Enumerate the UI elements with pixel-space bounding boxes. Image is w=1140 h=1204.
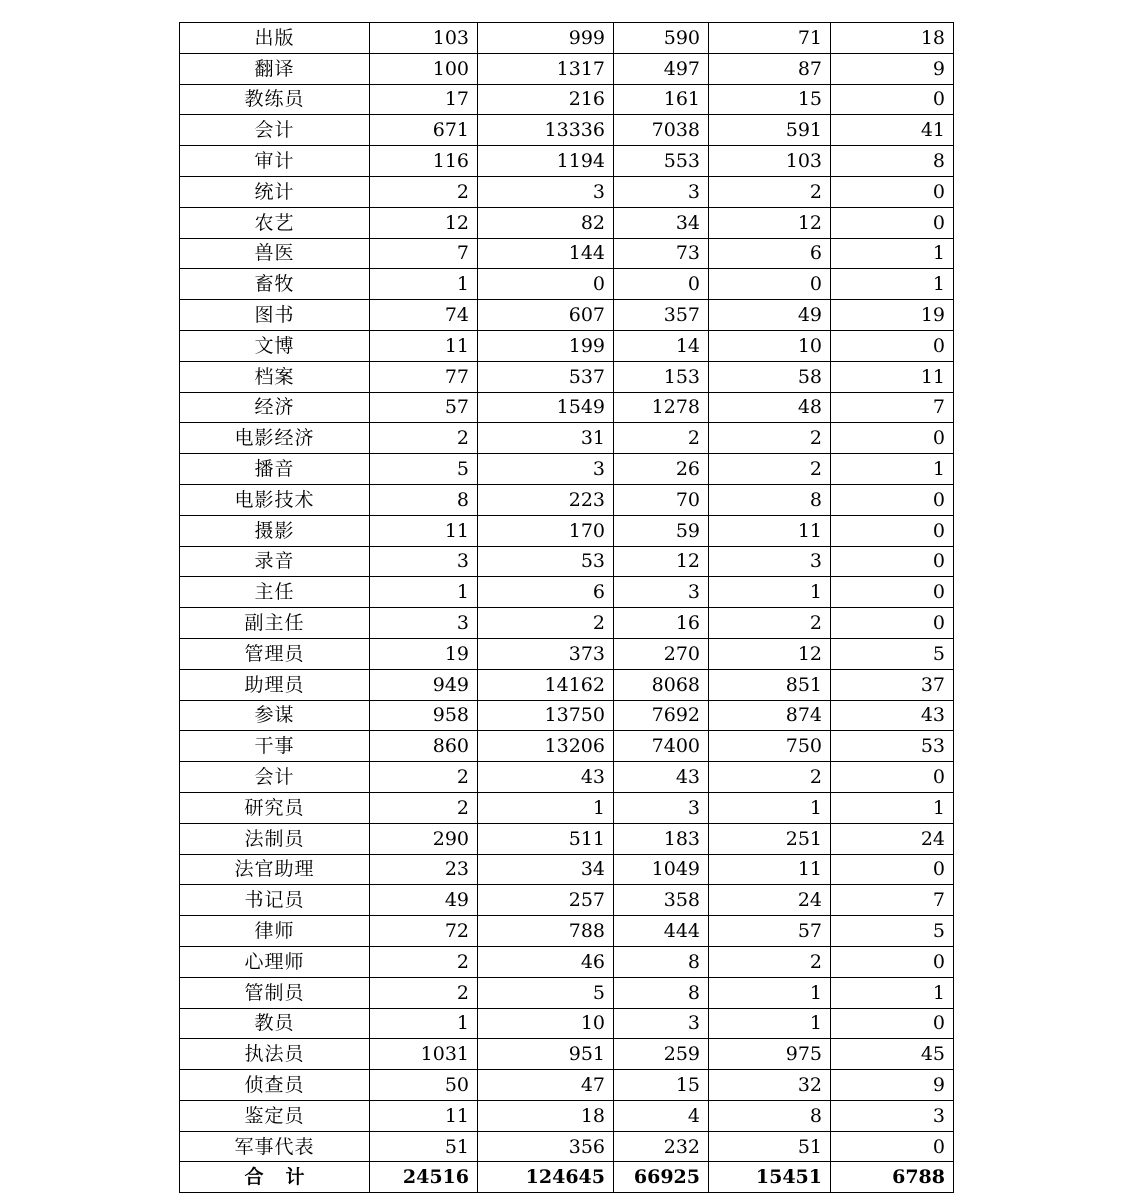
value-col-4: 57	[709, 916, 831, 947]
row-name: 心理师	[180, 946, 370, 977]
value-col-4: 87	[709, 53, 831, 84]
value-col-2: 0	[478, 269, 614, 300]
row-name: 翻译	[180, 53, 370, 84]
value-col-5: 41	[831, 115, 954, 146]
value-col-2: 6	[478, 577, 614, 608]
table-row	[180, 885, 954, 916]
table-row	[180, 1039, 954, 1070]
value-col-5: 5	[831, 916, 954, 947]
row-name: 文博	[180, 330, 370, 361]
value-col-1: 671	[370, 115, 478, 146]
value-col-1: 2	[370, 946, 478, 977]
table-row	[180, 146, 954, 177]
row-name: 农艺	[180, 207, 370, 238]
value-col-2: 2	[478, 608, 614, 639]
value-col-5: 7	[831, 885, 954, 916]
table-row	[180, 330, 954, 361]
row-name: 统计	[180, 176, 370, 207]
value-col-4: 1	[709, 577, 831, 608]
row-name: 军事代表	[180, 1131, 370, 1162]
value-col-1: 8	[370, 484, 478, 515]
table-row	[180, 823, 954, 854]
table-row	[180, 731, 954, 762]
row-name: 干事	[180, 731, 370, 762]
value-col-5: 24	[831, 823, 954, 854]
table-row	[180, 762, 954, 793]
value-col-2: 223	[478, 484, 614, 515]
value-col-4: 1	[709, 977, 831, 1008]
value-col-5: 1	[831, 977, 954, 1008]
value-col-3: 7692	[614, 700, 709, 731]
value-col-4: 10	[709, 330, 831, 361]
value-col-2: 3	[478, 176, 614, 207]
value-col-3: 444	[614, 916, 709, 947]
value-col-4: 49	[709, 300, 831, 331]
value-col-5: 53	[831, 731, 954, 762]
value-col-1: 11	[370, 1100, 478, 1131]
value-col-3: 357	[614, 300, 709, 331]
value-col-1: 23	[370, 854, 478, 885]
value-col-2: 356	[478, 1131, 614, 1162]
value-col-2: 216	[478, 84, 614, 115]
value-col-4: 11	[709, 854, 831, 885]
table-row	[180, 238, 954, 269]
row-name: 经济	[180, 392, 370, 423]
value-col-5: 0	[831, 484, 954, 515]
statistics-table	[179, 22, 954, 1193]
table-row	[180, 207, 954, 238]
value-col-3: 70	[614, 484, 709, 515]
row-name: 书记员	[180, 885, 370, 916]
row-name: 播音	[180, 454, 370, 485]
value-col-5: 45	[831, 1039, 954, 1070]
row-name: 审计	[180, 146, 370, 177]
row-name: 畜牧	[180, 269, 370, 300]
row-name: 律师	[180, 916, 370, 947]
value-col-1: 51	[370, 1131, 478, 1162]
value-col-2: 1317	[478, 53, 614, 84]
value-col-5: 0	[831, 762, 954, 793]
row-name: 执法员	[180, 1039, 370, 1070]
row-name: 主任	[180, 577, 370, 608]
value-col-1: 3	[370, 546, 478, 577]
value-col-3: 73	[614, 238, 709, 269]
value-col-5: 37	[831, 669, 954, 700]
table-row	[180, 608, 954, 639]
value-col-3: 1278	[614, 392, 709, 423]
value-col-2: 1549	[478, 392, 614, 423]
value-col-2: 14162	[478, 669, 614, 700]
row-name: 电影技术	[180, 484, 370, 515]
table-row	[180, 916, 954, 947]
value-col-2: 31	[478, 423, 614, 454]
value-col-1: 7	[370, 238, 478, 269]
row-name: 参谋	[180, 700, 370, 731]
value-col-3: 161	[614, 84, 709, 115]
value-col-4: 3	[709, 546, 831, 577]
row-name: 教练员	[180, 84, 370, 115]
value-col-1: 1	[370, 577, 478, 608]
value-col-3: 15	[614, 1070, 709, 1101]
table-body	[180, 23, 954, 1193]
row-name: 兽医	[180, 238, 370, 269]
row-name: 录音	[180, 546, 370, 577]
table-row	[180, 454, 954, 485]
value-col-4: 8	[709, 1100, 831, 1131]
value-col-2: 47	[478, 1070, 614, 1101]
row-name: 副主任	[180, 608, 370, 639]
value-col-5: 19	[831, 300, 954, 331]
value-col-4: 0	[709, 269, 831, 300]
row-name: 管理员	[180, 638, 370, 669]
value-col-2: 537	[478, 361, 614, 392]
value-col-2: 999	[478, 23, 614, 54]
value-col-1: 290	[370, 823, 478, 854]
value-col-3: 59	[614, 515, 709, 546]
table-row	[180, 269, 954, 300]
value-col-5: 0	[831, 946, 954, 977]
value-col-2: 511	[478, 823, 614, 854]
value-col-1: 116	[370, 146, 478, 177]
row-name: 图书	[180, 300, 370, 331]
value-col-3: 270	[614, 638, 709, 669]
table-row	[180, 946, 954, 977]
value-col-4: 1	[709, 1008, 831, 1039]
value-col-4: 58	[709, 361, 831, 392]
value-col-1: 2	[370, 423, 478, 454]
value-col-5: 3	[831, 1100, 954, 1131]
value-col-3: 43	[614, 762, 709, 793]
value-col-2: 53	[478, 546, 614, 577]
value-col-3: 153	[614, 361, 709, 392]
value-col-4: 24	[709, 885, 831, 916]
value-col-5: 0	[831, 854, 954, 885]
value-col-3: 0	[614, 269, 709, 300]
row-name: 法制员	[180, 823, 370, 854]
value-col-1: 11	[370, 330, 478, 361]
value-col-3: 497	[614, 53, 709, 84]
value-col-1: 11	[370, 515, 478, 546]
value-col-4: 11	[709, 515, 831, 546]
table-row	[180, 854, 954, 885]
value-col-5: 8	[831, 146, 954, 177]
value-col-1: 17	[370, 84, 478, 115]
value-col-3: 14	[614, 330, 709, 361]
value-col-3: 2	[614, 423, 709, 454]
value-col-1: 958	[370, 700, 478, 731]
table-row	[180, 84, 954, 115]
value-col-2: 43	[478, 762, 614, 793]
value-col-2: 46	[478, 946, 614, 977]
row-name: 管制员	[180, 977, 370, 1008]
value-col-2: 82	[478, 207, 614, 238]
table-row	[180, 23, 954, 54]
value-col-5: 1	[831, 792, 954, 823]
total-value-col-2: 124645	[478, 1162, 614, 1193]
table-row	[180, 1131, 954, 1162]
row-name: 档案	[180, 361, 370, 392]
value-col-3: 26	[614, 454, 709, 485]
value-col-1: 12	[370, 207, 478, 238]
value-col-1: 1	[370, 1008, 478, 1039]
value-col-2: 13750	[478, 700, 614, 731]
value-col-2: 199	[478, 330, 614, 361]
value-col-5: 18	[831, 23, 954, 54]
value-col-5: 11	[831, 361, 954, 392]
value-col-1: 2	[370, 762, 478, 793]
value-col-1: 49	[370, 885, 478, 916]
value-col-4: 2	[709, 454, 831, 485]
value-col-3: 16	[614, 608, 709, 639]
value-col-2: 18	[478, 1100, 614, 1131]
value-col-1: 2	[370, 792, 478, 823]
value-col-5: 9	[831, 1070, 954, 1101]
total-row	[180, 1162, 954, 1193]
value-col-4: 51	[709, 1131, 831, 1162]
value-col-1: 860	[370, 731, 478, 762]
value-col-4: 975	[709, 1039, 831, 1070]
value-col-3: 8	[614, 977, 709, 1008]
value-col-4: 12	[709, 207, 831, 238]
value-col-4: 591	[709, 115, 831, 146]
table-row	[180, 1070, 954, 1101]
value-col-5: 0	[831, 84, 954, 115]
value-col-1: 1	[370, 269, 478, 300]
row-name: 摄影	[180, 515, 370, 546]
value-col-4: 251	[709, 823, 831, 854]
value-col-2: 951	[478, 1039, 614, 1070]
value-col-5: 0	[831, 515, 954, 546]
row-name: 会计	[180, 762, 370, 793]
table-row	[180, 577, 954, 608]
value-col-2: 34	[478, 854, 614, 885]
value-col-5: 0	[831, 423, 954, 454]
value-col-4: 103	[709, 146, 831, 177]
value-col-4: 48	[709, 392, 831, 423]
value-col-3: 3	[614, 792, 709, 823]
value-col-1: 2	[370, 176, 478, 207]
value-col-1: 72	[370, 916, 478, 947]
total-value-col-1: 24516	[370, 1162, 478, 1193]
table-row	[180, 700, 954, 731]
value-col-2: 257	[478, 885, 614, 916]
row-name: 出版	[180, 23, 370, 54]
table-row	[180, 977, 954, 1008]
value-col-1: 3	[370, 608, 478, 639]
table-row	[180, 638, 954, 669]
table-row	[180, 484, 954, 515]
table-row	[180, 792, 954, 823]
value-col-3: 183	[614, 823, 709, 854]
value-col-1: 949	[370, 669, 478, 700]
value-col-3: 3	[614, 577, 709, 608]
value-col-5: 1	[831, 269, 954, 300]
table-row	[180, 115, 954, 146]
value-col-3: 259	[614, 1039, 709, 1070]
value-col-4: 851	[709, 669, 831, 700]
value-col-4: 2	[709, 946, 831, 977]
value-col-1: 50	[370, 1070, 478, 1101]
value-col-5: 0	[831, 608, 954, 639]
row-name: 助理员	[180, 669, 370, 700]
total-value-col-5: 6788	[831, 1162, 954, 1193]
value-col-3: 7400	[614, 731, 709, 762]
value-col-1: 103	[370, 23, 478, 54]
total-label: 合计	[180, 1162, 370, 1193]
table-row	[180, 1008, 954, 1039]
value-col-5: 0	[831, 1131, 954, 1162]
table-row	[180, 176, 954, 207]
value-col-1: 19	[370, 638, 478, 669]
table-row	[180, 515, 954, 546]
value-col-2: 10	[478, 1008, 614, 1039]
value-col-2: 788	[478, 916, 614, 947]
value-col-5: 0	[831, 1008, 954, 1039]
table-row	[180, 546, 954, 577]
value-col-3: 8	[614, 946, 709, 977]
value-col-4: 15	[709, 84, 831, 115]
value-col-5: 1	[831, 238, 954, 269]
value-col-3: 7038	[614, 115, 709, 146]
value-col-2: 1	[478, 792, 614, 823]
value-col-3: 358	[614, 885, 709, 916]
value-col-4: 71	[709, 23, 831, 54]
value-col-1: 5	[370, 454, 478, 485]
table-row	[180, 300, 954, 331]
value-col-4: 2	[709, 176, 831, 207]
value-col-3: 3	[614, 1008, 709, 1039]
row-name: 法官助理	[180, 854, 370, 885]
row-name: 会计	[180, 115, 370, 146]
row-name: 侦查员	[180, 1070, 370, 1101]
value-col-4: 8	[709, 484, 831, 515]
value-col-5: 0	[831, 176, 954, 207]
table-row	[180, 423, 954, 454]
value-col-4: 750	[709, 731, 831, 762]
row-name: 电影经济	[180, 423, 370, 454]
value-col-3: 590	[614, 23, 709, 54]
table-row	[180, 392, 954, 423]
value-col-4: 6	[709, 238, 831, 269]
value-col-3: 8068	[614, 669, 709, 700]
value-col-3: 12	[614, 546, 709, 577]
value-col-3: 232	[614, 1131, 709, 1162]
value-col-1: 57	[370, 392, 478, 423]
value-col-2: 170	[478, 515, 614, 546]
value-col-2: 13336	[478, 115, 614, 146]
value-col-5: 7	[831, 392, 954, 423]
value-col-5: 0	[831, 330, 954, 361]
row-name: 研究员	[180, 792, 370, 823]
value-col-3: 34	[614, 207, 709, 238]
value-col-2: 373	[478, 638, 614, 669]
table-row	[180, 1100, 954, 1131]
value-col-4: 2	[709, 762, 831, 793]
value-col-5: 0	[831, 577, 954, 608]
total-value-col-4: 15451	[709, 1162, 831, 1193]
value-col-2: 1194	[478, 146, 614, 177]
statistics-table-container	[179, 22, 954, 1193]
value-col-1: 2	[370, 977, 478, 1008]
value-col-3: 3	[614, 176, 709, 207]
row-name: 教员	[180, 1008, 370, 1039]
value-col-2: 13206	[478, 731, 614, 762]
value-col-2: 607	[478, 300, 614, 331]
value-col-1: 100	[370, 53, 478, 84]
value-col-1: 74	[370, 300, 478, 331]
table-row	[180, 361, 954, 392]
value-col-5: 0	[831, 207, 954, 238]
value-col-3: 1049	[614, 854, 709, 885]
value-col-4: 2	[709, 608, 831, 639]
value-col-5: 9	[831, 53, 954, 84]
value-col-4: 12	[709, 638, 831, 669]
value-col-1: 77	[370, 361, 478, 392]
value-col-4: 32	[709, 1070, 831, 1101]
value-col-2: 5	[478, 977, 614, 1008]
value-col-2: 144	[478, 238, 614, 269]
value-col-5: 0	[831, 546, 954, 577]
value-col-1: 1031	[370, 1039, 478, 1070]
value-col-5: 43	[831, 700, 954, 731]
value-col-5: 1	[831, 454, 954, 485]
value-col-4: 874	[709, 700, 831, 731]
table-row	[180, 669, 954, 700]
value-col-2: 3	[478, 454, 614, 485]
total-value-col-3: 66925	[614, 1162, 709, 1193]
value-col-3: 553	[614, 146, 709, 177]
value-col-4: 2	[709, 423, 831, 454]
value-col-4: 1	[709, 792, 831, 823]
row-name: 鉴定员	[180, 1100, 370, 1131]
value-col-5: 5	[831, 638, 954, 669]
table-row	[180, 53, 954, 84]
value-col-3: 4	[614, 1100, 709, 1131]
